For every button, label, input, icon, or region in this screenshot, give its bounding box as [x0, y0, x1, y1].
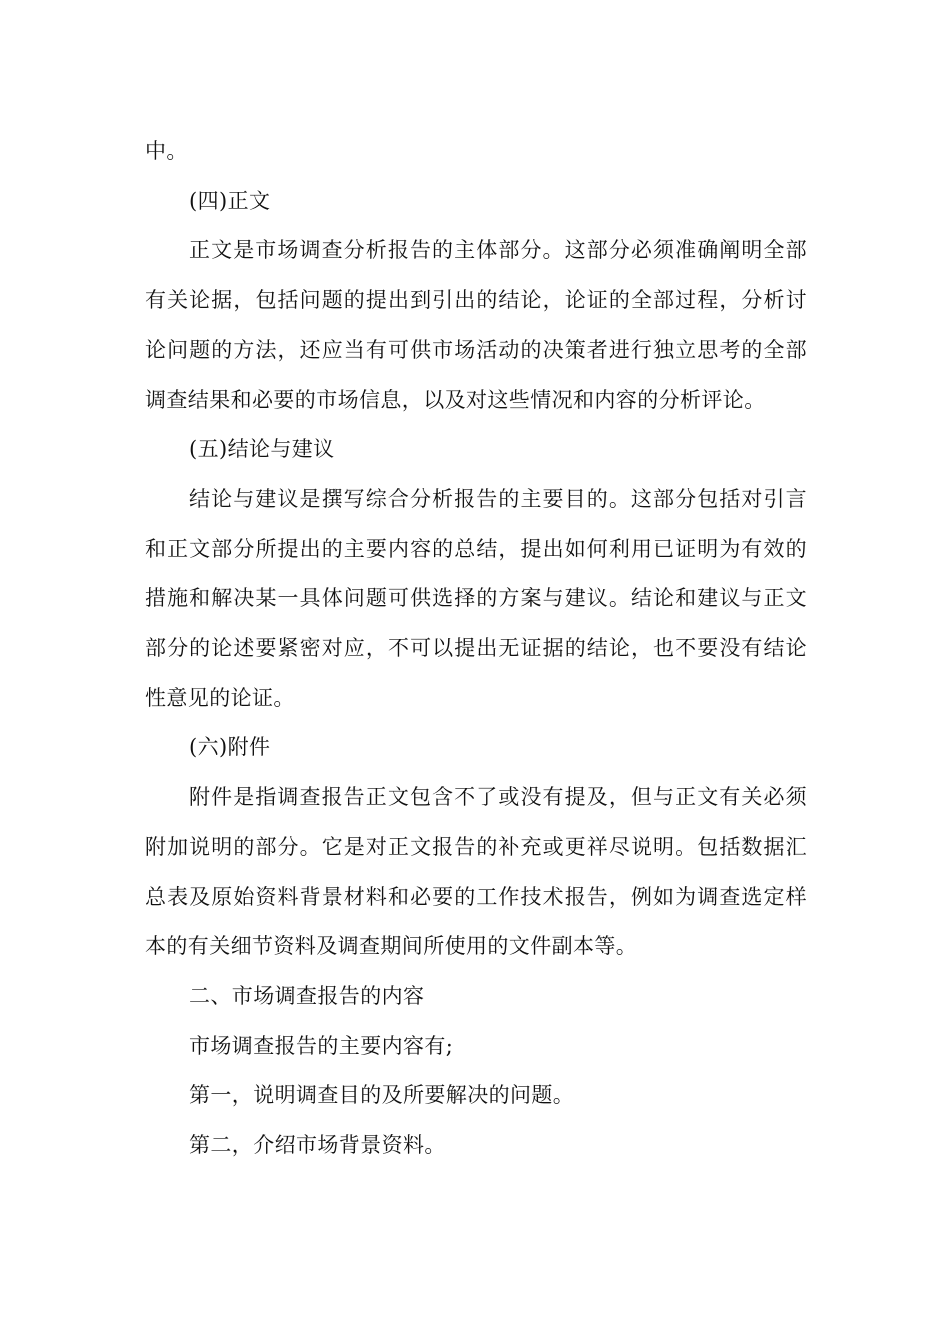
section-heading-report-content: 二、市场调查报告的内容	[189, 983, 425, 1008]
paragraph-conclusion: 结论与建议是撰写综合分析报告的主要目的。这部分包括对引言和正文部分所提出的主要内容的总结，提出如何利用已证明为有效的措施和解决某一具体问题可供选择的方案与建议。结论和建议与正文部分的论述要紧密对应，不可以提出无证据的结论，也不要没有结论性意见的论证。	[145, 486, 807, 710]
document-body	[145, 127, 807, 1171]
section-heading-conclusion: (五)结论与建议	[189, 437, 335, 462]
section-heading-main-text: (四)正文	[189, 188, 271, 213]
paragraph-continuation: 中。	[145, 139, 188, 163]
section-heading-appendix: (六)附件	[189, 735, 271, 760]
list-item-second: 第二，介绍市场背景资料。	[189, 1133, 446, 1158]
list-item-first: 第一，说明调查目的及所要解决的问题。	[189, 1083, 575, 1108]
paragraph-appendix: 附件是指调查报告正文包含不了或没有提及，但与正文有关必须附加说明的部分。它是对正文报告的补充或更祥尽说明。包括数据汇总表及原始资料背景材料和必要的工作技术报告，例如为调查选定样本的有关细节资料及调查期间所使用的文件副本等。	[145, 785, 807, 959]
paragraph-main-text: 正文是市场调查分析报告的主体部分。这部分必须准确阐明全部有关论据，包括问题的提出到引出的结论，论证的全部过程，分析讨论问题的方法，还应当有可供市场活动的决策者进行独立思考的全部调查结果和必要的市场信息，以及对这些情况和内容的分析评论。	[145, 238, 807, 412]
paragraph-report-content-intro: 市场调查报告的主要内容有;	[189, 1033, 454, 1058]
